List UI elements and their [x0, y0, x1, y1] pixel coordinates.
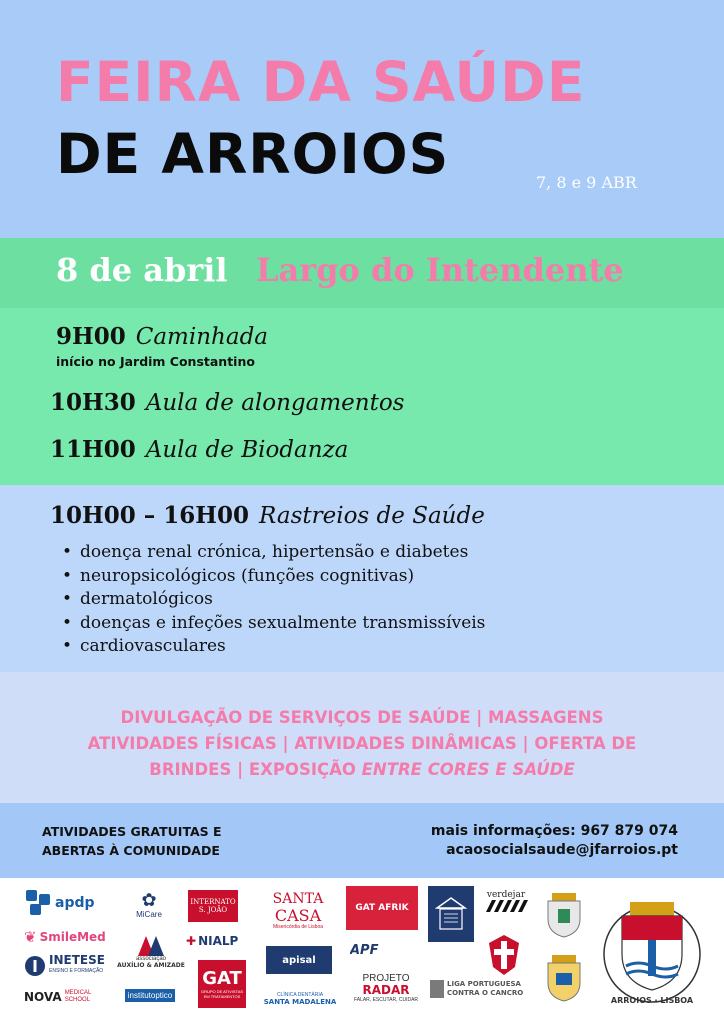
projeto-label-1: PROJETO — [362, 973, 410, 984]
free-line-1: ATIVIDADES GRATUITAS E — [42, 824, 222, 839]
cross-emblem-logo — [484, 932, 524, 978]
screening-title: Rastreios de Saúde — [259, 503, 485, 529]
santacasa-label-1: SANTA — [272, 891, 324, 907]
nialp-logo — [186, 932, 256, 950]
projeto-label-3: FALAR, ESCUTAR, CUIDAR — [353, 997, 419, 1003]
apisal-name: apisal — [282, 954, 316, 966]
list-item: • doenças e infeções sexualmente transmissíveis — [62, 612, 485, 636]
gat-afrik-name: GAT AFRIK — [355, 903, 409, 913]
services-line-1: DIVULGAÇÃO DE SERVIÇOS DE SAÚDE | MASSAGENS — [120, 708, 604, 727]
schedule-time: 11H00 — [50, 436, 136, 463]
screening-list — [62, 541, 485, 659]
auxilio-label-1: associação — [135, 955, 167, 962]
plus-icon: ✚ — [186, 934, 197, 948]
screening-heading — [50, 502, 485, 529]
liga-cancro-logo — [430, 974, 524, 1004]
schedule-time: 9H00 — [56, 323, 126, 350]
nialp-name: NIALP — [198, 934, 239, 948]
internato-label-2: S. JOÃO — [198, 906, 228, 914]
shield-icon — [542, 891, 586, 939]
event-dates: 7, 8 e 9 ABR — [536, 173, 637, 192]
schedule-item-caminhada — [56, 323, 268, 350]
liga-label-1: LIGA PORTUGUESA — [447, 980, 521, 988]
inetese-subtitle: ENSINO E FORMAÇÃO — [49, 968, 104, 974]
institutoptico-name: institutoptico — [125, 989, 175, 1002]
schedule-activity: Aula de Biodanza — [145, 437, 349, 463]
schedule-note: início no Jardim Constantino — [56, 354, 255, 369]
contact-phone: mais informações: 967 879 074 — [430, 823, 678, 839]
projeto-label-2: RADAR — [362, 983, 410, 997]
santacasa-label-2: CASA — [274, 906, 322, 925]
list-item: • neuropsicológicos (funções cognitivas) — [62, 565, 485, 589]
nova-subtitle: MEDICAL SCHOOL — [64, 990, 92, 1003]
contact-email: acaosocialsaude@jfarroios.pt — [446, 842, 678, 858]
nova-name: NOVA — [24, 990, 62, 1004]
services-text — [40, 705, 684, 783]
title-line-2: DE ARROIOS — [56, 122, 450, 186]
coat-of-arms-1 — [540, 890, 588, 940]
clinica-label-1: CLÍNICA DENTÁRIA — [276, 992, 324, 998]
cross-icon — [487, 933, 521, 977]
schedule-item-alongamentos — [50, 389, 405, 416]
apdp-icon — [24, 888, 52, 918]
verdejar-logo — [480, 886, 532, 916]
stripes-icon — [484, 900, 528, 912]
arroios-label: ARROIOS · LISBOA — [610, 995, 694, 1005]
screening-time: 10H00 – 16H00 — [50, 502, 250, 529]
clinica-label-2: SANTA MADALENA — [264, 998, 336, 1006]
apisal-logo — [266, 946, 332, 974]
arroios-coat-of-arms — [596, 888, 708, 1012]
apf-logo — [350, 938, 420, 962]
santacasa-label-3: Misericórdia de Lisboa — [272, 924, 324, 930]
title-line-1: FEIRA DA SAÚDE — [56, 50, 586, 114]
building-icon — [435, 894, 467, 934]
santa-casa-logo — [266, 886, 330, 936]
smilemed-name: SmileMed — [39, 930, 106, 944]
schedule-activity: Caminhada — [135, 324, 268, 350]
free-activities-note — [42, 822, 222, 860]
services-line-3 — [40, 757, 684, 783]
shield-icon — [542, 953, 586, 1003]
nova-logo — [24, 986, 116, 1008]
event-place: Largo do Intendente — [256, 251, 624, 289]
coat-of-arms-2 — [540, 952, 588, 1004]
apdp-name: apdp — [55, 895, 95, 911]
liga-icon — [430, 980, 444, 998]
micare-name: MiCare — [136, 909, 162, 919]
exhibition-title: ENTRE CORES E SAÚDE — [361, 760, 575, 779]
free-line-2: ABERTAS À COMUNIDADE — [42, 843, 220, 858]
inetese-logo — [24, 952, 116, 980]
inetese-icon — [24, 955, 46, 977]
gat-name: GAT — [202, 968, 242, 989]
arroios-shield-icon — [600, 896, 704, 1004]
institutoptico-logo — [118, 986, 182, 1004]
micare-logo — [118, 886, 180, 922]
auxilio-amizade-logo — [112, 928, 190, 974]
projeto-radar-logo — [350, 968, 422, 1008]
schedule-item-biodanza — [50, 436, 348, 463]
contact-info — [431, 822, 678, 860]
services-line-2: ATIVIDADES FÍSICAS | ATIVIDADES DINÂMICAS | OFERTA DE — [87, 734, 637, 753]
header-section — [0, 0, 724, 238]
smilemed-logo — [24, 926, 116, 948]
clinica-santa-madalena-logo — [264, 988, 336, 1010]
gat-logo — [198, 960, 246, 1008]
gat-afrik-logo — [346, 886, 418, 930]
seal-logo — [428, 886, 474, 942]
schedule-time: 10H30 — [50, 389, 136, 416]
list-item: • doença renal crónica, hipertensão e diabetes — [62, 541, 485, 565]
tooth-icon: ❦ — [24, 929, 37, 946]
verdejar-name: verdejar — [486, 890, 526, 900]
list-item: • cardiovasculares — [62, 635, 485, 659]
auxilio-label-2: AUXÍLIO & AMIZADE — [117, 961, 185, 969]
brain-icon: ✿ — [141, 889, 157, 910]
apf-name: APF — [350, 942, 379, 958]
people-icon — [134, 934, 168, 956]
gat-subtitle: GRUPO DE ATIVISTAS EM TRATAMENTOS — [200, 989, 244, 999]
event-day: 8 de abril — [56, 251, 228, 289]
internato-label-1: INTERNATO — [190, 898, 236, 906]
liga-label-2: CONTRA O CANCRO — [447, 989, 524, 997]
list-item: • dermatológicos — [62, 588, 485, 612]
schedule-activity: Aula de alongamentos — [145, 390, 405, 416]
apdp-logo — [24, 886, 116, 920]
inetese-name: INETESE — [49, 953, 105, 967]
services-line-3-plain: BRINDES | EXPOSIÇÃO — [149, 760, 362, 779]
internato-sjoao-logo — [188, 890, 238, 922]
